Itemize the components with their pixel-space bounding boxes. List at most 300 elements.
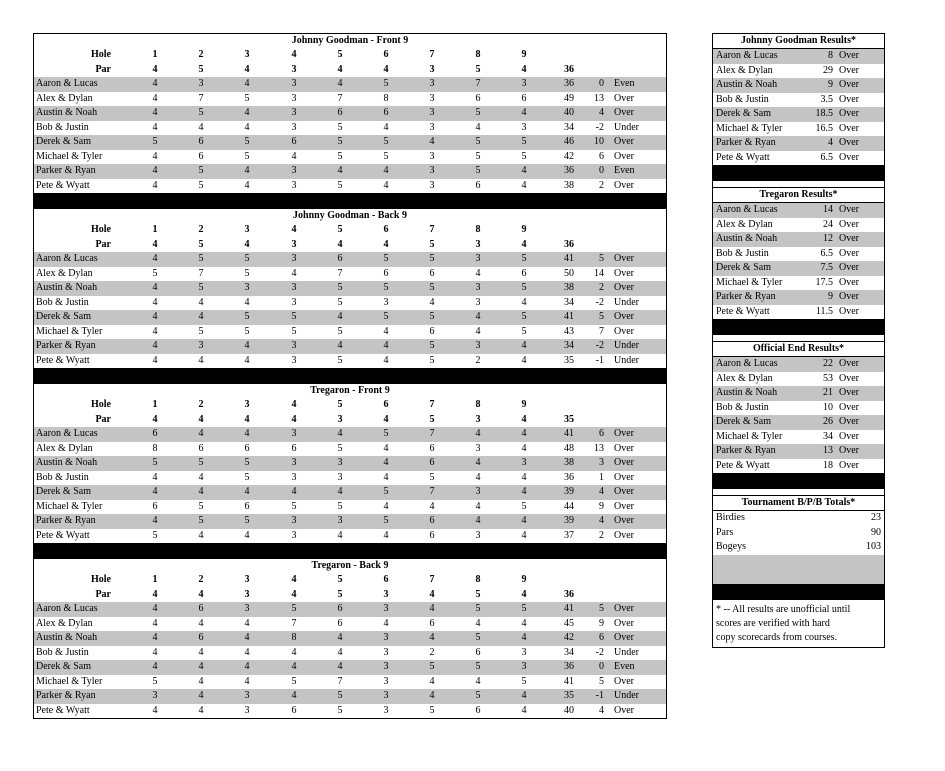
hole-score: 2: [475, 354, 481, 366]
relative-to-par: 2: [599, 282, 604, 293]
hole-score: 5: [383, 282, 389, 293]
hole-score: 5: [198, 457, 204, 468]
hole-score: 3: [429, 179, 435, 191]
results-row: [713, 401, 884, 416]
round-total: 35: [564, 690, 574, 701]
hole-score: 4: [337, 529, 343, 541]
round-total: 41: [564, 428, 574, 439]
results-row: [713, 459, 884, 474]
hole-score: 4: [337, 632, 343, 643]
par-total: 36: [564, 588, 574, 600]
table-row: [34, 121, 666, 136]
result-word: Over: [839, 151, 859, 163]
hole-score: 6: [337, 603, 343, 614]
results-row: [713, 247, 884, 262]
hole-score: 4: [521, 428, 527, 439]
results-row: [713, 372, 884, 387]
relative-word: Over: [614, 282, 634, 293]
hole-number: 8: [475, 49, 481, 60]
hole-score: 8: [383, 92, 389, 104]
table-row: [34, 660, 666, 675]
hole-score: 3: [291, 515, 297, 526]
hole-number: 2: [198, 399, 204, 410]
totals-label: Birdies: [716, 512, 745, 523]
team-name: Parker & Ryan: [716, 291, 776, 302]
team-name: Derek & Sam: [36, 311, 91, 322]
hole-score: 5: [521, 150, 527, 162]
hole-number: 5: [337, 224, 343, 235]
hole-score: 4: [475, 121, 481, 133]
hole-number: 2: [198, 574, 204, 585]
par-value: 4: [383, 238, 389, 250]
result-word: Over: [839, 79, 859, 90]
panel-divider: [713, 584, 884, 600]
hole-score: 4: [475, 471, 481, 483]
relative-to-par: 4: [599, 515, 604, 526]
hole-score: 5: [244, 267, 250, 279]
par-value: 4: [244, 238, 250, 250]
hole-score: 5: [337, 500, 343, 512]
hole-score: 3: [291, 296, 297, 308]
round-total: 40: [564, 107, 574, 118]
result-value: 53: [823, 372, 833, 384]
results-row: [713, 290, 884, 305]
hole-number: 3: [244, 574, 250, 585]
hole-score: 3: [475, 529, 481, 541]
par-value: 4: [521, 238, 527, 250]
hole-score: 3: [383, 603, 389, 614]
par-row: [34, 63, 666, 78]
hole-score: 4: [291, 646, 297, 658]
team-name: Parker & Ryan: [716, 445, 776, 456]
results-row: [713, 49, 884, 64]
relative-word: Over: [614, 92, 634, 104]
table-row: [34, 500, 666, 515]
hole-score: 5: [337, 150, 343, 162]
par-label: Par: [95, 238, 111, 250]
team-name: Alex & Dylan: [36, 617, 93, 629]
totals-row: [713, 511, 884, 526]
hole-score: 5: [521, 603, 527, 614]
relative-to-par: 4: [599, 704, 604, 716]
hole-score: 4: [244, 121, 250, 133]
table-row: [34, 354, 666, 369]
hole-score: 3: [521, 661, 527, 672]
relative-word: Over: [614, 136, 634, 147]
hole-score: 4: [383, 442, 389, 454]
par-value: 5: [429, 413, 435, 425]
relative-to-par: 10: [594, 136, 604, 147]
hole-score: 7: [475, 78, 481, 89]
team-name: Parker & Ryan: [36, 340, 96, 351]
team-name: Parker & Ryan: [36, 165, 96, 176]
table-row: [34, 471, 666, 486]
relative-to-par: 4: [599, 486, 604, 497]
hole-score: 4: [152, 311, 158, 322]
result-word: Over: [839, 387, 859, 398]
relative-word: Over: [614, 486, 634, 497]
hole-score: 6: [337, 253, 343, 264]
hole-score: 4: [198, 311, 204, 322]
hole-score: 3: [291, 457, 297, 468]
par-value: 5: [429, 238, 435, 250]
hole-number: 2: [198, 224, 204, 235]
results-title: Tregaron Results*: [713, 188, 884, 203]
relative-to-par: 5: [599, 603, 604, 614]
team-name: Aaron & Lucas: [716, 50, 778, 61]
hole-score: 4: [337, 486, 343, 497]
hole-score: 5: [291, 675, 297, 687]
hole-score: 3: [521, 457, 527, 468]
hole-score: 7: [198, 92, 204, 104]
relative-to-par: 9: [599, 617, 604, 629]
hole-score: 5: [429, 471, 435, 483]
hole-score: 4: [475, 500, 481, 512]
team-name: Alex & Dylan: [716, 372, 773, 384]
hole-score: 6: [383, 107, 389, 118]
team-name: Bob & Justin: [36, 121, 89, 133]
hole-score: 6: [291, 442, 297, 454]
hole-number: 7: [429, 49, 435, 60]
hole-score: 4: [383, 617, 389, 629]
hole-score: 4: [429, 690, 435, 701]
hole-score: 5: [383, 515, 389, 526]
hole-number: 6: [383, 574, 389, 585]
table-row: [34, 485, 666, 500]
hole-score: 4: [152, 165, 158, 176]
hole-number: 1: [152, 399, 158, 410]
result-value: 24: [823, 218, 833, 230]
hole-score: 4: [521, 107, 527, 118]
hole-number: 5: [337, 399, 343, 410]
footnote-line: * -- All results are unofficial until: [716, 603, 851, 615]
hole-score: 4: [152, 661, 158, 672]
hole-score: 6: [198, 603, 204, 614]
hole-score: 5: [337, 179, 343, 191]
relative-to-par: 6: [599, 428, 604, 439]
result-word: Over: [839, 262, 859, 273]
hole-score: 5: [244, 92, 250, 104]
hole-score: 3: [521, 121, 527, 133]
table-row: [34, 631, 666, 646]
hole-score: 4: [521, 340, 527, 351]
hole-score: 5: [244, 515, 250, 526]
hole-score: 4: [383, 500, 389, 512]
hole-label: Hole: [91, 224, 111, 235]
results-row: [713, 151, 884, 166]
hole-score: 4: [383, 325, 389, 337]
hole-score: 5: [152, 675, 158, 687]
relative-to-par: 3: [599, 457, 604, 468]
hole-number: 7: [429, 224, 435, 235]
results-row: [713, 64, 884, 79]
hole-score: 5: [429, 311, 435, 322]
relative-to-par: -2: [595, 121, 604, 133]
hole-score: 4: [198, 428, 204, 439]
result-word: Over: [839, 64, 859, 76]
hole-score: 8: [291, 632, 297, 643]
results-row: [713, 203, 884, 218]
round-total: 50: [564, 267, 574, 279]
relative-word: Over: [614, 471, 634, 483]
relative-to-par: 6: [599, 632, 604, 643]
team-name: Aaron & Lucas: [36, 603, 98, 614]
hole-score: 5: [475, 661, 481, 672]
hole-score: 5: [337, 704, 343, 716]
hole-score: 4: [337, 78, 343, 89]
result-word: Over: [839, 372, 859, 384]
hole-number: 4: [291, 224, 297, 235]
table-row: [34, 310, 666, 325]
hole-score: 3: [383, 632, 389, 643]
par-value: 4: [521, 413, 527, 425]
panel-divider: [713, 473, 884, 489]
hole-score: 5: [383, 78, 389, 89]
hole-score: 7: [198, 267, 204, 279]
par-value: 3: [291, 238, 297, 250]
hole-score: 5: [244, 253, 250, 264]
hole-score: 4: [244, 340, 250, 351]
hole-score: 4: [475, 267, 481, 279]
hole-score: 5: [475, 107, 481, 118]
par-value: 3: [475, 238, 481, 250]
result-value: 10: [823, 401, 833, 413]
hole-score: 5: [521, 136, 527, 147]
team-name: Aaron & Lucas: [716, 204, 778, 215]
panel-gap: [713, 181, 884, 188]
relative-to-par: 6: [599, 150, 604, 162]
relative-word: Under: [614, 340, 639, 351]
round-total: 41: [564, 253, 574, 264]
team-name: Austin & Noah: [36, 457, 98, 468]
section-divider: [34, 368, 666, 384]
hole-row: [34, 48, 666, 63]
hole-score: 4: [152, 107, 158, 118]
round-total: 40: [564, 704, 574, 716]
hole-score: 4: [198, 486, 204, 497]
hole-score: 5: [383, 136, 389, 147]
hole-score: 7: [337, 675, 343, 687]
team-name: Michael & Tyler: [36, 675, 103, 687]
hole-score: 4: [244, 107, 250, 118]
results-row: [713, 444, 884, 459]
par-value: 4: [152, 413, 158, 425]
hole-score: 6: [198, 136, 204, 147]
result-value: 18: [823, 459, 833, 471]
hole-score: 6: [291, 136, 297, 147]
hole-number: 9: [521, 399, 527, 410]
totals-title: Tournament B/P/B Totals*: [713, 496, 884, 511]
team-name: Derek & Sam: [716, 262, 771, 273]
hole-score: 5: [429, 661, 435, 672]
hole-score: 4: [152, 632, 158, 643]
hole-score: 4: [152, 179, 158, 191]
relative-to-par: 7: [599, 325, 604, 337]
hole-score: 4: [152, 282, 158, 293]
round-total: 34: [564, 296, 574, 308]
results-row: [713, 430, 884, 445]
footnote: [713, 600, 884, 647]
hole-score: 6: [291, 704, 297, 716]
hole-score: 4: [291, 486, 297, 497]
hole-score: 5: [198, 107, 204, 118]
table-row: [34, 252, 666, 267]
hole-score: 4: [244, 617, 250, 629]
hole-score: 5: [337, 690, 343, 701]
hole-score: 4: [521, 617, 527, 629]
hole-score: 3: [152, 690, 158, 701]
results-row: [713, 218, 884, 233]
table-row: [34, 514, 666, 529]
section-divider: [34, 193, 666, 209]
team-name: Michael & Tyler: [36, 150, 103, 162]
result-value: 9: [828, 79, 833, 90]
hole-score: 4: [429, 632, 435, 643]
hole-score: 5: [337, 282, 343, 293]
hole-number: 3: [244, 224, 250, 235]
round-total: 41: [564, 311, 574, 322]
hole-score: 5: [291, 603, 297, 614]
par-row: [34, 588, 666, 603]
round-total: 36: [564, 78, 574, 89]
hole-score: 3: [383, 661, 389, 672]
table-row: [34, 77, 666, 92]
relative-word: Under: [614, 121, 639, 133]
round-total: 41: [564, 603, 574, 614]
table-row: [34, 296, 666, 311]
result-value: 14: [823, 204, 833, 215]
par-total: 36: [564, 63, 574, 75]
hole-score: 6: [429, 267, 435, 279]
team-name: Pete & Wyatt: [716, 305, 770, 317]
par-value: 4: [244, 63, 250, 75]
table-row: [34, 602, 666, 617]
par-label: Par: [95, 63, 111, 75]
hole-score: 4: [429, 603, 435, 614]
hole-score: 5: [337, 325, 343, 337]
result-word: Over: [839, 305, 859, 317]
hole-score: 3: [429, 121, 435, 133]
hole-score: 3: [383, 296, 389, 308]
result-word: Over: [839, 247, 859, 259]
hole-number: 2: [198, 49, 204, 60]
hole-score: 3: [521, 646, 527, 658]
hole-score: 4: [152, 253, 158, 264]
hole-score: 4: [198, 471, 204, 483]
hole-number: 5: [337, 574, 343, 585]
hole-score: 4: [198, 296, 204, 308]
hole-score: 4: [521, 515, 527, 526]
hole-score: 4: [521, 704, 527, 716]
section-title: Johnny Goodman - Back 9: [293, 210, 407, 221]
relative-to-par: 5: [599, 675, 604, 687]
hole-score: 3: [244, 603, 250, 614]
round-total: 34: [564, 646, 574, 658]
table-row: [34, 689, 666, 704]
relative-word: Over: [614, 311, 634, 322]
par-value: 4: [521, 63, 527, 75]
par-row: [34, 238, 666, 253]
hole-score: 5: [383, 311, 389, 322]
result-word: Over: [839, 137, 859, 148]
result-value: 22: [823, 358, 833, 369]
team-name: Aaron & Lucas: [36, 253, 98, 264]
hole-score: 4: [521, 354, 527, 366]
hole-score: 5: [152, 457, 158, 468]
result-word: Over: [839, 108, 859, 119]
result-value: 11.5: [815, 305, 833, 317]
par-value: 4: [337, 238, 343, 250]
result-value: 8: [828, 50, 833, 61]
hole-score: 6: [429, 515, 435, 526]
hole-score: 3: [475, 340, 481, 351]
team-name: Parker & Ryan: [36, 690, 96, 701]
relative-word: Even: [614, 78, 635, 89]
hole-score: 4: [244, 354, 250, 366]
result-value: 3.5: [820, 93, 833, 105]
team-name: Pete & Wyatt: [36, 354, 90, 366]
relative-word: Over: [614, 428, 634, 439]
team-name: Alex & Dylan: [36, 267, 93, 279]
hole-score: 5: [244, 457, 250, 468]
results-row: [713, 107, 884, 122]
hole-score: 6: [383, 267, 389, 279]
table-row: [34, 281, 666, 296]
hole-label: Hole: [91, 399, 111, 410]
hole-score: 3: [337, 515, 343, 526]
hole-score: 5: [337, 136, 343, 147]
hole-score: 6: [152, 428, 158, 439]
panel-gap: [713, 489, 884, 496]
hole-score: 4: [152, 354, 158, 366]
result-value: 18.5: [815, 108, 833, 119]
hole-score: 4: [152, 296, 158, 308]
hole-score: 6: [429, 529, 435, 541]
relative-word: Even: [614, 165, 635, 176]
table-row: [34, 529, 666, 544]
par-value: 4: [291, 588, 297, 600]
results-title: Johnny Goodman Results*: [713, 34, 884, 49]
hole-row: [34, 398, 666, 413]
results-row: [713, 386, 884, 401]
hole-score: 4: [198, 646, 204, 658]
relative-to-par: 0: [599, 165, 604, 176]
hole-number: 8: [475, 224, 481, 235]
result-word: Over: [839, 459, 859, 471]
panel-divider: [713, 319, 884, 335]
hole-score: 6: [521, 92, 527, 104]
table-row: [34, 704, 666, 719]
team-name: Austin & Noah: [36, 107, 98, 118]
hole-score: 4: [337, 428, 343, 439]
hole-score: 4: [383, 179, 389, 191]
hole-score: 4: [244, 529, 250, 541]
hole-score: 4: [244, 296, 250, 308]
round-total: 38: [564, 457, 574, 468]
result-word: Over: [839, 204, 859, 215]
hole-score: 4: [152, 646, 158, 658]
team-name: Aaron & Lucas: [36, 78, 98, 89]
hole-score: 5: [198, 179, 204, 191]
hole-row: [34, 573, 666, 588]
round-total: 41: [564, 675, 574, 687]
relative-word: Under: [614, 296, 639, 308]
par-value: 3: [383, 588, 389, 600]
team-name: Pete & Wyatt: [36, 704, 90, 716]
hole-score: 4: [152, 515, 158, 526]
hole-score: 4: [521, 632, 527, 643]
results-row: [713, 305, 884, 320]
